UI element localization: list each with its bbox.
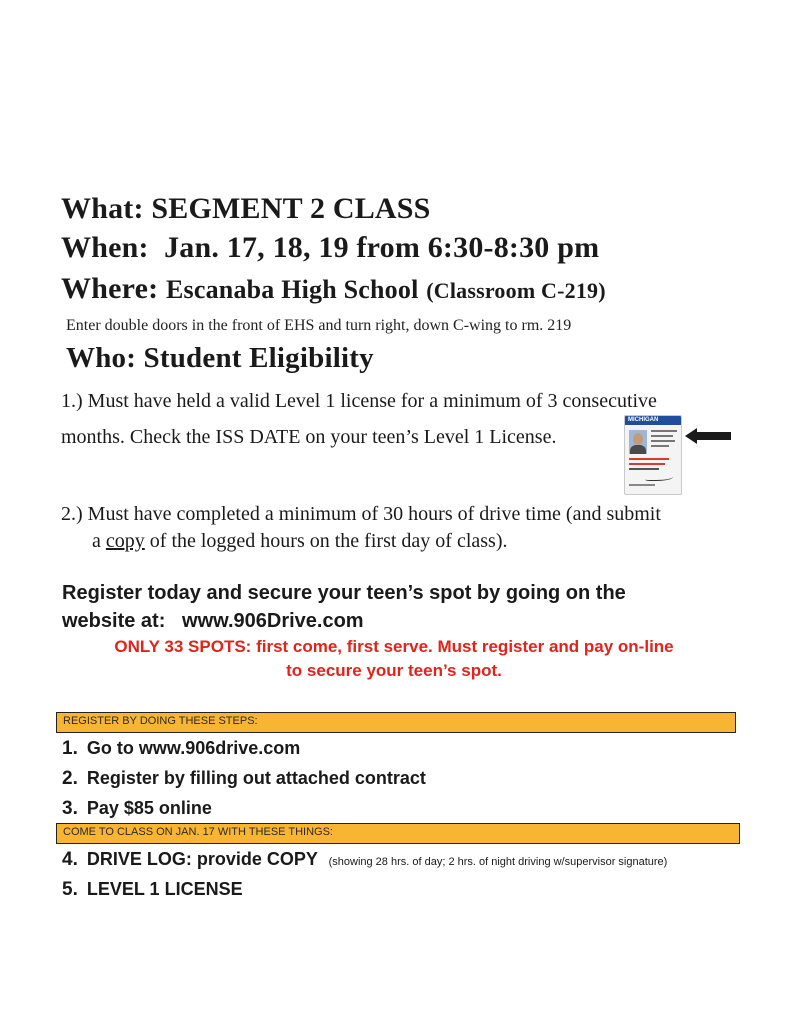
eligibility-item-2-line-1: 2.) Must have completed a minimum of 30 hours of drive time (and submit	[61, 503, 661, 525]
eligibility-item-1-line-1: 1.) Must have held a valid Level 1 license for a minimum of 3 consecutive	[61, 390, 657, 412]
step-2	[62, 768, 426, 790]
website-url: www.906Drive.com	[182, 610, 364, 632]
license-photo	[629, 430, 647, 454]
where-line	[61, 272, 606, 306]
steps-header-bar: REGISTER BY DOING THESE STEPS:	[56, 712, 736, 733]
eligibility-item-2-line-2	[92, 530, 507, 553]
directions: Enter double doors in the front of EHS and turn right, down C-wing to rm. 219	[66, 317, 572, 334]
what-line	[61, 192, 431, 226]
when-label: When:	[61, 231, 149, 264]
step-2-text: Register by filling out attached contract	[86, 768, 426, 788]
when-value: Jan. 17, 18, 19 from 6:30-8:30 pm	[164, 231, 600, 264]
who-value: Student Eligibility	[143, 342, 374, 374]
where-value: Escanaba High School	[165, 275, 419, 304]
spots-notice-line-1: ONLY 33 SPOTS: first come, first serve. Must register and pay on-line	[114, 637, 674, 656]
drivers-license-image	[624, 415, 682, 495]
when-line	[61, 231, 599, 265]
step-2-number: 2.	[62, 768, 78, 789]
bring-header-bar: COME TO CLASS ON JAN. 17 WITH THESE THINGS:	[56, 823, 740, 844]
eligibility-item-1-line-2: months. Check the ISS DATE on your teen’s Level 1 License.	[61, 426, 557, 448]
copy-underlined: copy	[105, 530, 145, 552]
what-value: SEGMENT 2 CLASS	[151, 192, 431, 225]
step-5-text: LEVEL 1 LICENSE	[86, 879, 243, 899]
where-room: (Classroom C-219)	[426, 278, 606, 303]
step-3-text: Pay $85 online	[86, 798, 212, 818]
step-1	[62, 738, 300, 760]
where-label: Where:	[61, 272, 159, 305]
website-label: website at:	[62, 610, 166, 632]
what-label: What:	[61, 192, 144, 225]
eligibility-item-2-post: of the logged hours on the first day of class).	[144, 530, 508, 552]
step-1-number: 1.	[62, 738, 78, 759]
arrow-left-icon	[685, 428, 733, 444]
step-4-text: DRIVE LOG: provide COPY	[86, 849, 318, 869]
step-4	[62, 849, 667, 871]
step-4-note: (showing 28 hrs. of day; 2 hrs. of night driving w/supervisor signature)	[328, 856, 668, 868]
step-4-number: 4.	[62, 849, 78, 870]
step-3-number: 3.	[62, 798, 78, 819]
who-label: Who:	[66, 342, 137, 374]
register-line-2	[62, 610, 364, 633]
eligibility-item-2-pre: a	[92, 530, 106, 552]
step-1-text: Go to www.906drive.com	[86, 738, 301, 758]
spots-notice-line-2: to secure your teen’s spot.	[286, 661, 502, 680]
step-3	[62, 798, 212, 820]
license-header: MICHIGAN	[625, 416, 681, 425]
step-5	[62, 879, 243, 901]
step-5-number: 5.	[62, 879, 78, 900]
register-line-1: Register today and secure your teen’s spot by going on the	[62, 582, 626, 604]
who-line	[66, 342, 374, 375]
